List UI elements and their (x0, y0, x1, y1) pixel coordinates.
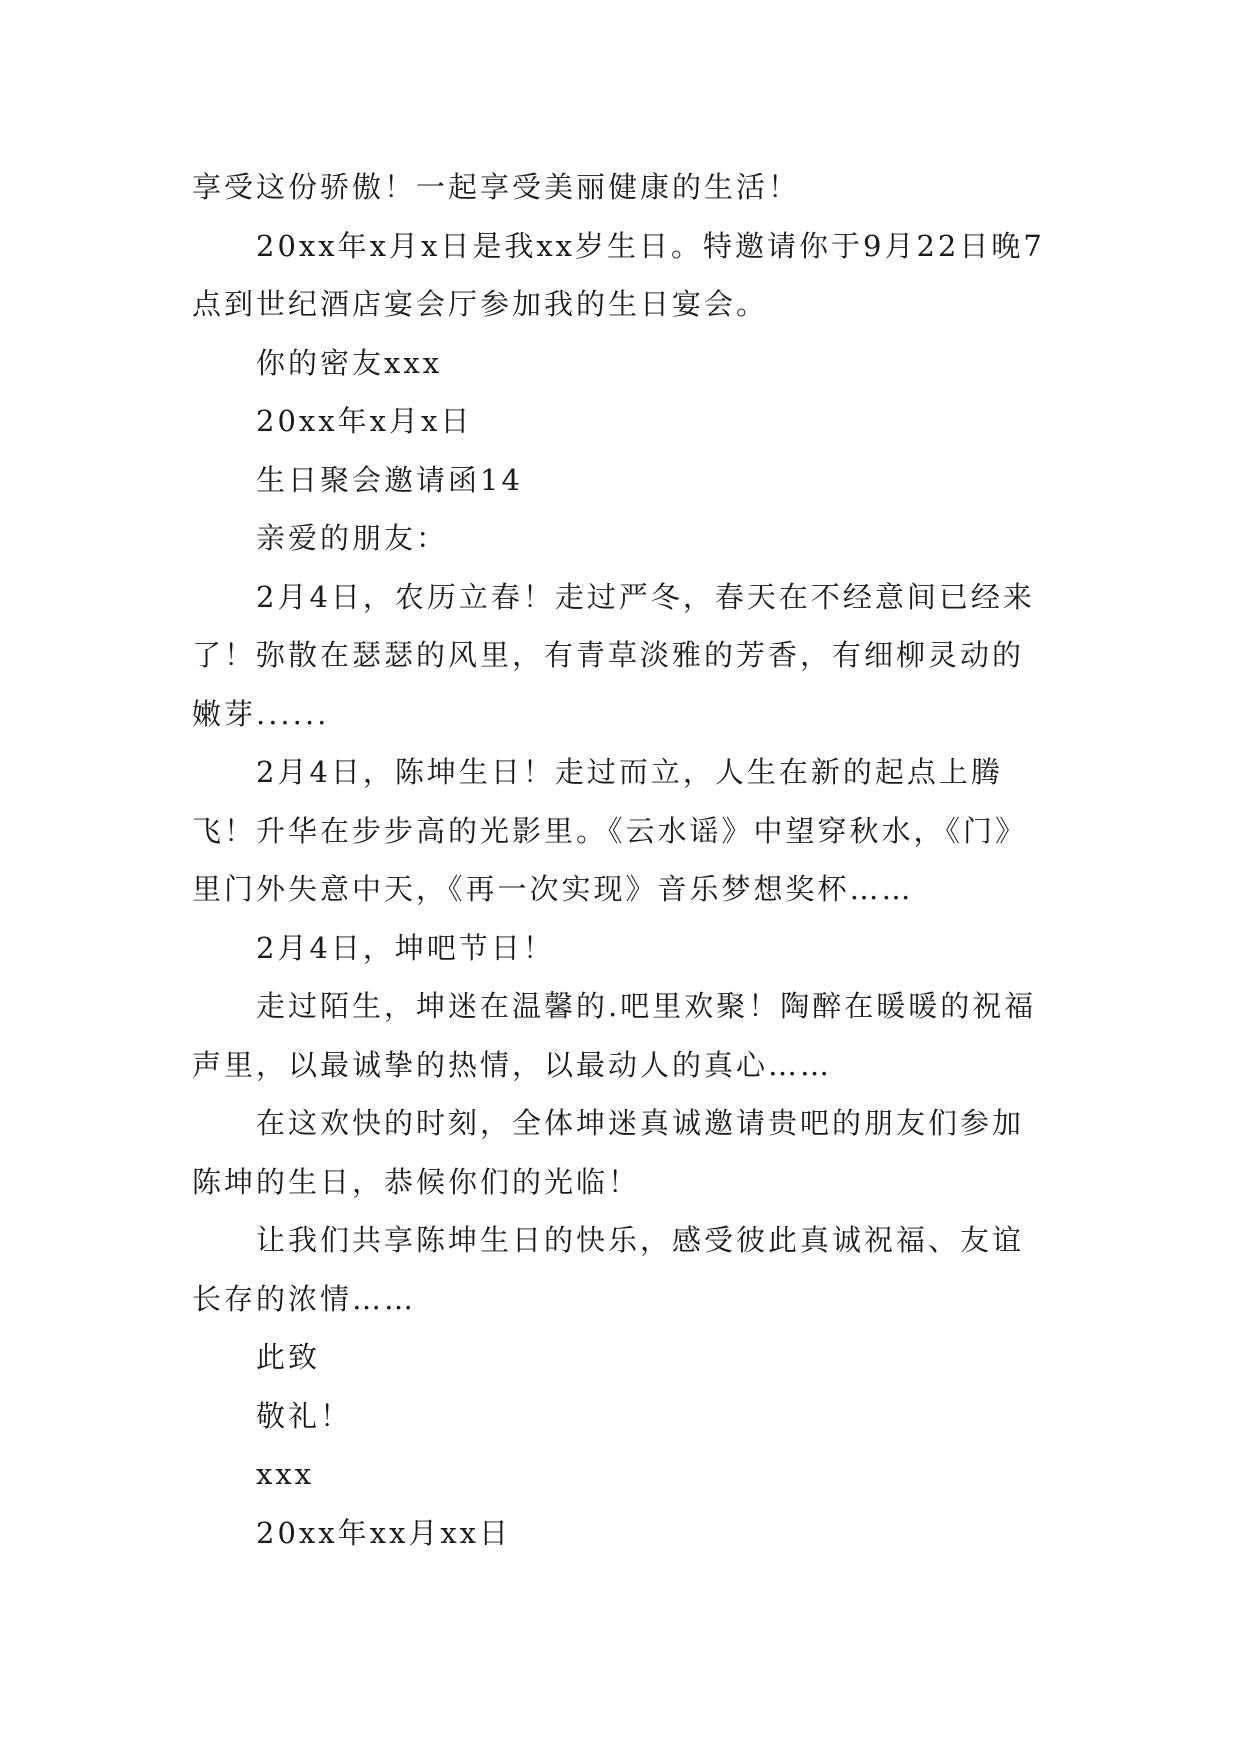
date-line: 20xx年xx月xx日 (256, 1515, 512, 1550)
closing-salute: 敬礼！ (256, 1398, 353, 1433)
paragraph-1: 享受这份骄傲！一起享受美丽健康的生活！ (192, 170, 801, 204)
paragraph-4: 20xx年x月x日 (256, 404, 473, 438)
signature: xxx (256, 1457, 315, 1491)
paragraph-10: 走过陌生，坤迷在温馨的.吧里欢聚！陶醉在暖暖的祝福声里，以最诚挚的热情，以最动人的真心…… (192, 989, 1037, 1082)
document-body (192, 158, 1052, 1562)
paragraph-3: 你的密友xxx (256, 345, 443, 380)
section-title: 生日聚会邀请函14 (256, 462, 523, 497)
paragraph-8: 2月4日，陈坤生日！走过而立，人生在新的起点上腾飞！升华在步步高的光影里。《云水谣》中望穿秋水，《门》里门外失意中天，《再一次实现》音乐梦想奖杯…… (192, 755, 1028, 906)
salutation: 亲爱的朋友： (256, 521, 449, 555)
paragraph-9: 2月4日，坤吧节日！ (256, 930, 555, 965)
paragraph-11: 在这欢快的时刻，全体坤迷真诚邀请贵吧的朋友们参加陈坤的生日，恭候你们的光临！ (192, 1106, 1025, 1199)
paragraph-2: 20xx年x月x日是我xx岁生日。特邀请你于9月22日晚7点到世纪酒店宴会厅参加我的生日宴会。 (192, 228, 1045, 321)
paragraph-12: 让我们共享陈坤生日的快乐，感受彼此真诚祝福、友谊长存的浓情…… (192, 1223, 1025, 1316)
paragraph-7: 2月4日，农历立春！走过严冬，春天在不经意间已经来了！弥散在瑟瑟的风里，有青草淡雅的芳香，有细柳灵动的嫩芽...... (192, 579, 1035, 731)
closing-phrase: 此致 (256, 1340, 321, 1374)
